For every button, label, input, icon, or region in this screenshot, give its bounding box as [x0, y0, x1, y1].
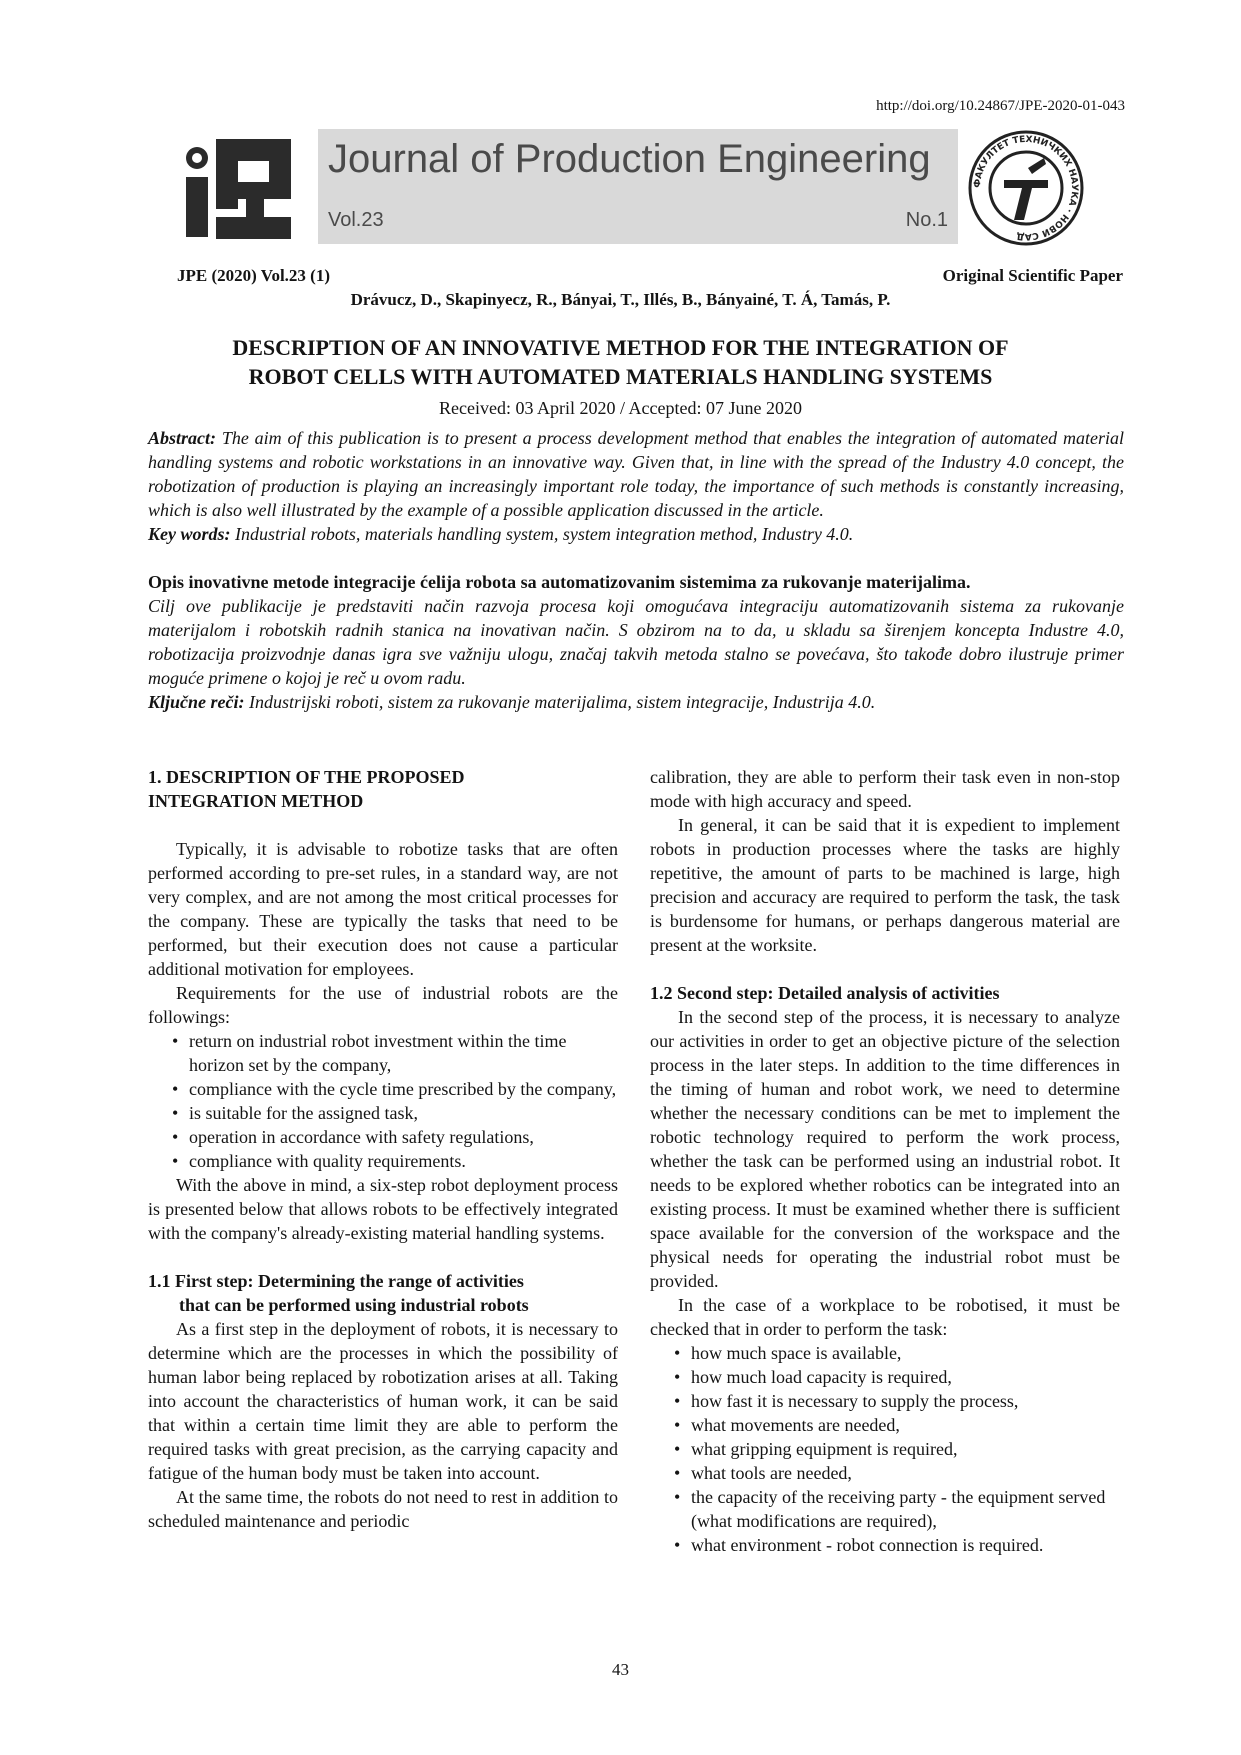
- received-dates: Received: 03 April 2020 / Accepted: 07 June 2020: [439, 398, 802, 418]
- journal-number: No.1: [905, 209, 948, 231]
- list-item: • how fast it is necessary to supply the process,: [674, 1391, 1019, 1411]
- doi-link[interactable]: http://doi.org/10.24867/JPE-2020-01-043: [876, 98, 1125, 114]
- list-item: • what gripping equipment is required,: [674, 1439, 958, 1459]
- bullet-icon: •: [172, 1031, 179, 1051]
- keywords-label: Key words:: [148, 524, 231, 544]
- list-item: • the capacity of the receiving party - the equipment served (what modifications are required),: [674, 1487, 1106, 1531]
- paragraph: At the same time, the robots do not need to rest in addition to scheduled maintenance and periodic: [148, 1487, 618, 1531]
- bullet-icon: •: [674, 1487, 681, 1507]
- seal-text: ФАКУЛТЕТ ТЕХНИЧКИХ НАУКА · НОВИ САД: [972, 134, 1080, 242]
- list-item: • is suitable for the assigned task,: [172, 1103, 418, 1123]
- article-title-line-2: ROBOT CELLS WITH AUTOMATED MATERIALS HANDLING SYSTEMS: [248, 364, 993, 389]
- keywords-paragraph: [148, 522, 1124, 546]
- bullet-icon: •: [172, 1127, 179, 1147]
- paragraph: Typically, it is advisable to robotize tasks that are often performed according to pre-set rules, in a standard way, are not very complex, and are not among the most critical processes for the company. These are typically the tasks that need to be performed, but their execution does not cause a particular additional motivation for employees.: [148, 839, 618, 979]
- bullet-icon: •: [172, 1103, 179, 1123]
- article-title: [150, 333, 1091, 391]
- bullet-icon: •: [172, 1151, 179, 1171]
- subsection-1-1-heading-line-2: that can be performed using industrial robots: [179, 1295, 529, 1315]
- abstract-sr-text: Cilj ove publikacije je predstaviti način razvoja procesa koji omogućava integraciju automatizovanih sistema za rukovanje materijalom i robotskih radnih stanica na inovativan način. S obzirom na to da, u skladu sa širenjem koncepta Industre 4.0, robotizacija proizvodnje danas igra sve važniju ulogu, značaj takvih metoda stalno se povećava, što takođe dobro ilustruje primer moguće primene o kojoj je reč u ovom radu.: [148, 596, 1124, 688]
- citation-line: JPE (2020) Vol.23 (1): [177, 266, 330, 285]
- section-1-heading-line-2: INTEGRATION METHOD: [148, 791, 364, 811]
- page-number: 43: [612, 1660, 629, 1679]
- section-1-heading: [148, 765, 618, 813]
- ftn-seal-icon: [966, 128, 1086, 248]
- abstract-paragraph: [148, 426, 1124, 522]
- list-item: • return on industrial robot investment within the time horizon set by the company,: [172, 1031, 567, 1075]
- list-item: • compliance with quality requirements.: [172, 1151, 466, 1171]
- journal-banner: [318, 129, 958, 244]
- keywords-sr-paragraph: [148, 690, 1124, 714]
- bullet-icon: •: [172, 1079, 179, 1099]
- left-column: [148, 765, 618, 1533]
- keywords-sr-label: Ključne reči:: [148, 692, 245, 712]
- article-title-line-1: DESCRIPTION OF AN INNOVATIVE METHOD FOR THE INTEGRATION OF: [232, 335, 1009, 360]
- list-item: • what movements are needed,: [674, 1415, 900, 1435]
- paragraph: With the above in mind, a six-step robot deployment process is presented below that allows robots to be effectively integrated with the company's already-existing material handling systems.: [148, 1175, 618, 1243]
- journal-title: Journal of Production Engineering: [328, 137, 931, 181]
- subsection-1-1-heading: [148, 1269, 618, 1317]
- journal-volume: Vol.23: [328, 209, 384, 231]
- paragraph: calibration, they are able to perform their task even in non-stop mode with high accuracy and speed.: [650, 767, 1120, 811]
- bullet-icon: •: [674, 1367, 681, 1387]
- authors-line: Drávucz, D., Skapinyecz, R., Bányai, T., Illés, B., Bányainé, T. Á, Tamás, P.: [350, 290, 891, 309]
- bullet-icon: •: [674, 1535, 681, 1555]
- paragraph: As a first step in the deployment of robots, it is necessary to determine which are the processes in which the possibility of human labor being replaced by robotization arises at all. Taking into account the characteristics of human work, it can be said that within a certain time limit they are able to perform the required tasks with great precision, as the carrying capacity and fatigue of the human body must be taken into account.: [148, 1319, 618, 1483]
- paragraph: In the second step of the process, it is necessary to analyze our activities in order to get an objective picture of the selection process in the later steps. In addition to the time differences in the timing of human and robot work, we need to determine whether the necessary conditions can be met to implement the robotic technology required to perform the work process, whether the task can be performed using an industrial robot. It needs to be explored whether robotics can be integrated into an existing process. It must be examined whether there is sufficient space available for the conversion of the workspace and the physical needs for operating the industrial robot must be provided.: [650, 1007, 1120, 1291]
- subsection-1-2-heading: 1.2 Second step: Detailed analysis of activities: [650, 983, 1000, 1003]
- abstract-section: [148, 426, 1124, 714]
- paragraph: In general, it can be said that it is expedient to implement robots in production processes where the tasks are highly repetitive, the amount of parts to be machined is large, high precision and accuracy are required to perform the task, the task is burdensome for humans, or perhaps dangerous material are present at the worksite.: [650, 815, 1120, 955]
- bullet-icon: •: [674, 1439, 681, 1459]
- requirements-list: [148, 1029, 618, 1173]
- subsection-1-1-heading-line-1: 1.1 First step: Determining the range of activities: [148, 1271, 524, 1291]
- right-column: [650, 765, 1120, 1557]
- bullet-icon: •: [674, 1391, 681, 1411]
- list-item: • operation in accordance with safety regulations,: [172, 1127, 534, 1147]
- abstract-sr-title: Opis inovativne metode integracije ćelija robota sa automatizovanim sistemima za rukovanje materijalima.: [148, 572, 971, 592]
- bullet-icon: •: [674, 1343, 681, 1363]
- checklist: [650, 1341, 1120, 1557]
- paragraph: In the case of a workplace to be robotised, it must be checked that in order to perform the task:: [650, 1295, 1120, 1339]
- list-item: • what tools are needed,: [674, 1463, 852, 1483]
- bullet-icon: •: [674, 1463, 681, 1483]
- jpe-logo-icon: [186, 137, 296, 247]
- list-item: • how much load capacity is required,: [674, 1367, 952, 1387]
- keywords-sr-text: Industrijski roboti, sistem za rukovanje materijalima, sistem integracije, Industrija 4.0.: [244, 692, 876, 712]
- keywords-text: Industrial robots, materials handling system, system integration method, Industry 4.0.: [230, 524, 854, 544]
- paragraph: Requirements for the use of industrial robots are the followings:: [148, 983, 618, 1027]
- paper-type: Original Scientific Paper: [942, 266, 1123, 285]
- list-item: • how much space is available,: [674, 1343, 902, 1363]
- abstract-label: Abstract:: [148, 428, 217, 448]
- abstract-text: The aim of this publication is to present a process development method that enables the integration of automated material handling systems and robotic workstations in an innovative way. Given that, in line with the spread of the Industry 4.0 concept, the robotization of production is playing an increasingly important role today, the importance of such methods is constantly increasing, which is also well illustrated by the example of a possible application discussed in the article.: [148, 428, 1124, 520]
- section-1-heading-line-1: 1. DESCRIPTION OF THE PROPOSED: [148, 767, 465, 787]
- bullet-icon: •: [674, 1415, 681, 1435]
- list-item: • compliance with the cycle time prescribed by the company,: [172, 1079, 617, 1099]
- list-item: • what environment - robot connection is required.: [674, 1535, 1044, 1555]
